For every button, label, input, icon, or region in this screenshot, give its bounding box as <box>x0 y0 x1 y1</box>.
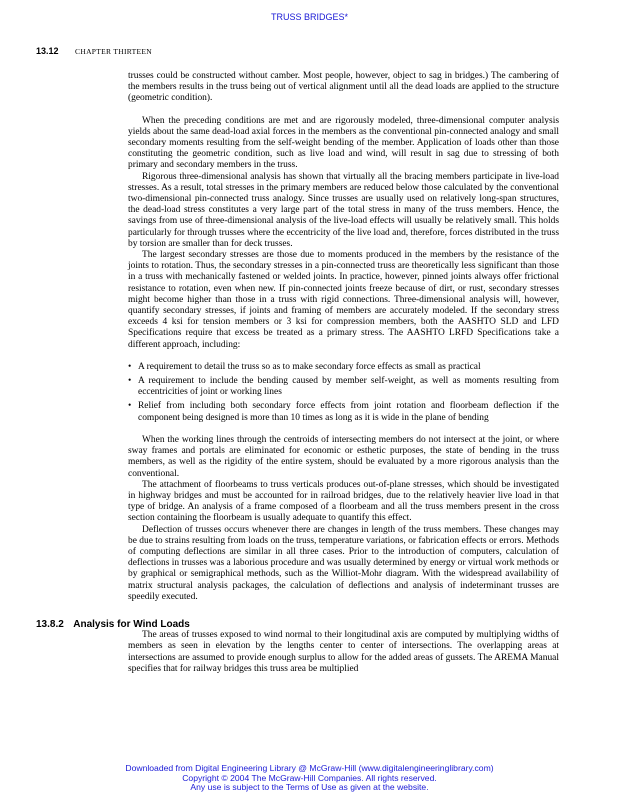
paragraph-floorbeams: The attachment of floorbeams to truss verticals produces out-of-plane stresses, which should be investigated in highway bridges and must be accounted for in railroad bridges, due to the relatively heavier live load in that type of bridge. An analysis of a frame composed of a floorbeam and all the truss members present in the cross section containing the floorbeam is usually adequate to quantify this effect. <box>128 479 559 524</box>
chapter-label: CHAPTER THIRTEEN <box>75 47 152 56</box>
bullet-symbol: • <box>128 401 132 412</box>
list-item-text: A requirement to include the bending caused by member self-weight, as well as moments resulting from eccentricities of joint or working lines <box>138 376 559 398</box>
bullet-list <box>128 362 559 424</box>
running-head <box>36 46 152 56</box>
page-body <box>36 71 559 675</box>
page-number: 13.12 <box>36 46 59 56</box>
section-heading <box>36 619 559 630</box>
paragraph-wind-areas: The areas of trusses exposed to wind normal to their longitudinal axis are computed by multiplying widths of members as seen in elevation by the lengths center to center of intersections. The overlapping areas at intersections are assumed to provide enough surplus to allow for the added areas of gussets. The AREMA Manual specifies that for railway bridges this truss area be multiplied <box>128 630 559 674</box>
footer-terms-link[interactable]: Any use is subject to the Terms of Use as given at the website. <box>190 782 429 793</box>
paragraph-continuation: trusses could be constructed without camber. Most people, however, object to sag in bridges.) The cambering of the members results in the truss being out of vertical alignment until all the dead loads are applied to the structure (geometric condition). <box>128 71 559 104</box>
bullet-symbol: • <box>128 361 132 372</box>
list-item <box>128 362 559 373</box>
section-title: Analysis for Wind Loads <box>73 618 190 630</box>
list-item-text: Relief from including both secondary force effects from joint rotation and floorbeam deflection if the component being designed is more than 10 times as long as it is wide in the plane of bending <box>138 401 559 423</box>
paragraph-analysis: When the preceding conditions are met and are rigorously modeled, three-dimensional computer analysis yields about the same dead-load axial forces in the members as the conventional pin-connected analogy and small secondary moments resulting from the self-weight bending of the member. Application of loads other than those constituting the geometric condition, such as live load and wind, will result in sag due to stressing of both primary and secondary members in the truss. <box>128 115 559 171</box>
paragraph-three-dimensional: Rigorous three-dimensional analysis has shown that virtually all the bracing members participate in live-load stresses. As a result, total stresses in the primary members are reduced below those calculated by the conventional two-dimensional pin-connected truss analogy. Since trusses are usually used on relatively long-span structures, the dead-load stress constitutes a very large part of the total stress in many of the truss members. Hence, the savings from use of three-dimensional analysis of the live-load effects will usually be relatively small. This holds particularly for through trusses where the eccentricity of the live load and, therefore, forces distributed in the truss by torsion are smaller than for deck trusses. <box>128 171 559 249</box>
document-title-header: TRUSS BRIDGES* <box>270 12 348 22</box>
list-item <box>128 401 559 423</box>
list-item-text: A requirement to detail the truss so as to make secondary force effects as small as practical <box>138 361 481 372</box>
list-item <box>128 376 559 398</box>
footer <box>0 764 619 793</box>
section-number: 13.8.2 <box>36 618 64 630</box>
bullet-symbol: • <box>128 376 132 387</box>
paragraph-working-lines: When the working lines through the centroids of intersecting members do not intersect at the joint, or where sway frames and portals are eliminated for economic or esthetic purposes, the state of bending in the truss members, as well as the rigidity of the entire system, should be evaluated by a more rigorous analysis than the conventional. <box>128 434 559 479</box>
footer-copyright: Copyright © 2004 The McGraw-Hill Companies. All rights reserved. <box>182 772 437 783</box>
paragraph-secondary-stresses: The largest secondary stresses are those due to moments produced in the members by the resistance of the joints to rotation. Thus, the secondary stresses in a pin-connected truss are theoretically less significant than those in a truss with mechanically fastened or welded joints. In practice, however, pinned joints always offer frictional resistance to rotation, even when new. If pin-connected joints freeze because of dirt, or rust, secondary stresses might become higher than those in a truss with rigid connections. Three-dimensional analysis will, however, quantify secondary stresses, if joints and framing of members are accurately modeled. If the secondary stress exceeds 4 ksi for tension members or 3 ksi for compression members, both the AASHTO SLD and LFD Specifications require that excess be treated as a primary stress. The AASHTO LRFD Specifications take a different approach, including: <box>128 250 559 350</box>
paragraph-deflection: Deflection of trusses occurs whenever there are changes in length of the truss members. These changes may be due to strains resulting from loads on the truss, temperature variations, or fabrication effects or errors. Methods of computing deflections are similar in all three cases. Prior to the introduction of computers, calculation of deflections in trusses was a laborious procedure and was usually determined by energy or virtual work methods or by graphical or semigraphical methods, such as the Williot-Mohr diagram. With the widespread availability of matrix structural analysis packages, the calculation of deflections and analysis of indeterminant trusses are speedily executed. <box>128 524 559 602</box>
footer-download-link[interactable]: Downloaded from Digital Engineering Library @ McGraw-Hill (www.digitalengineeringlibrary.com) <box>125 763 494 773</box>
